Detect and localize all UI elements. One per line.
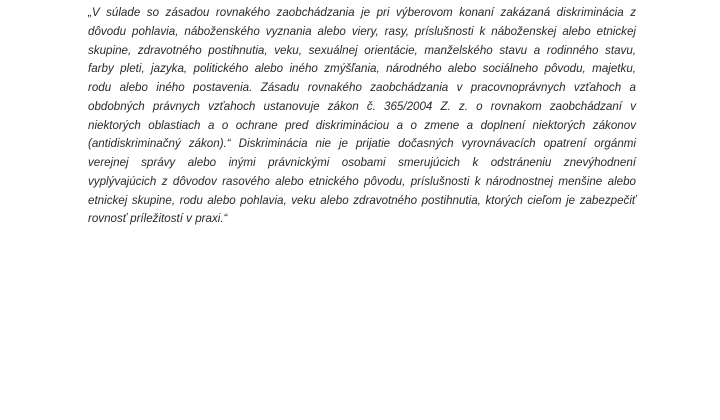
quoted-paragraph xyxy=(88,4,636,229)
paragraph-line: „V súlade so zásadou rovnakého zaobchádzania je pri výberovom konaní zakázaná diskriminácia z xyxy=(88,6,636,19)
paragraph-line: farby pleti, jazyka, politického alebo iného zmýšľania, národného alebo sociálneho pôvodu, majetku, xyxy=(88,62,636,76)
paragraph-line: skupine, zdravotného postihnutia, veku, sexuálnej orientácie, manželského stavu a rodinného stavu, xyxy=(88,43,636,57)
paragraph-line: dôvodu pohlavia, náboženského vyznania alebo viery, rasy, príslušnosti k náboženskej alebo etnickej xyxy=(88,24,636,38)
paragraph-line: rovnosť príležitostí v praxi.“ xyxy=(88,212,228,226)
paragraph-line: vyplývajúcich z dôvodov rasového alebo etnického pôvodu, príslušnosti k národnostnej menšine alebo xyxy=(88,174,636,188)
paragraph-line: (antidiskriminačný zákon).“ Diskriminácia nie je prijatie dočasných vyrovnávacích opatrení orgánmi xyxy=(88,137,636,151)
paragraph-line: rodu alebo iného postavenia. Zásadu rovnakého zaobchádzania v pracovnoprávnych vzťahoch a xyxy=(88,81,636,94)
paragraph-line: niektorých oblastiach a o ochrane pred diskrimináciou a o zmene a doplnení niektorých zákonov xyxy=(88,118,636,132)
paragraph-line: verejnej správy alebo inými právnickými osobami smerujúcich k odstráneniu znevýhodnení xyxy=(88,156,636,169)
paragraph-line: etnickej skupine, rodu alebo pohlavia, veku alebo zdravotného postihnutia, ktorých cieľom je zabezpečiť xyxy=(88,193,636,207)
paragraph-line: obdobných právnych vzťahoch ustanovuje zákon č. 365/2004 Z. z. o rovnakom zaobchádzaní v xyxy=(88,99,636,113)
